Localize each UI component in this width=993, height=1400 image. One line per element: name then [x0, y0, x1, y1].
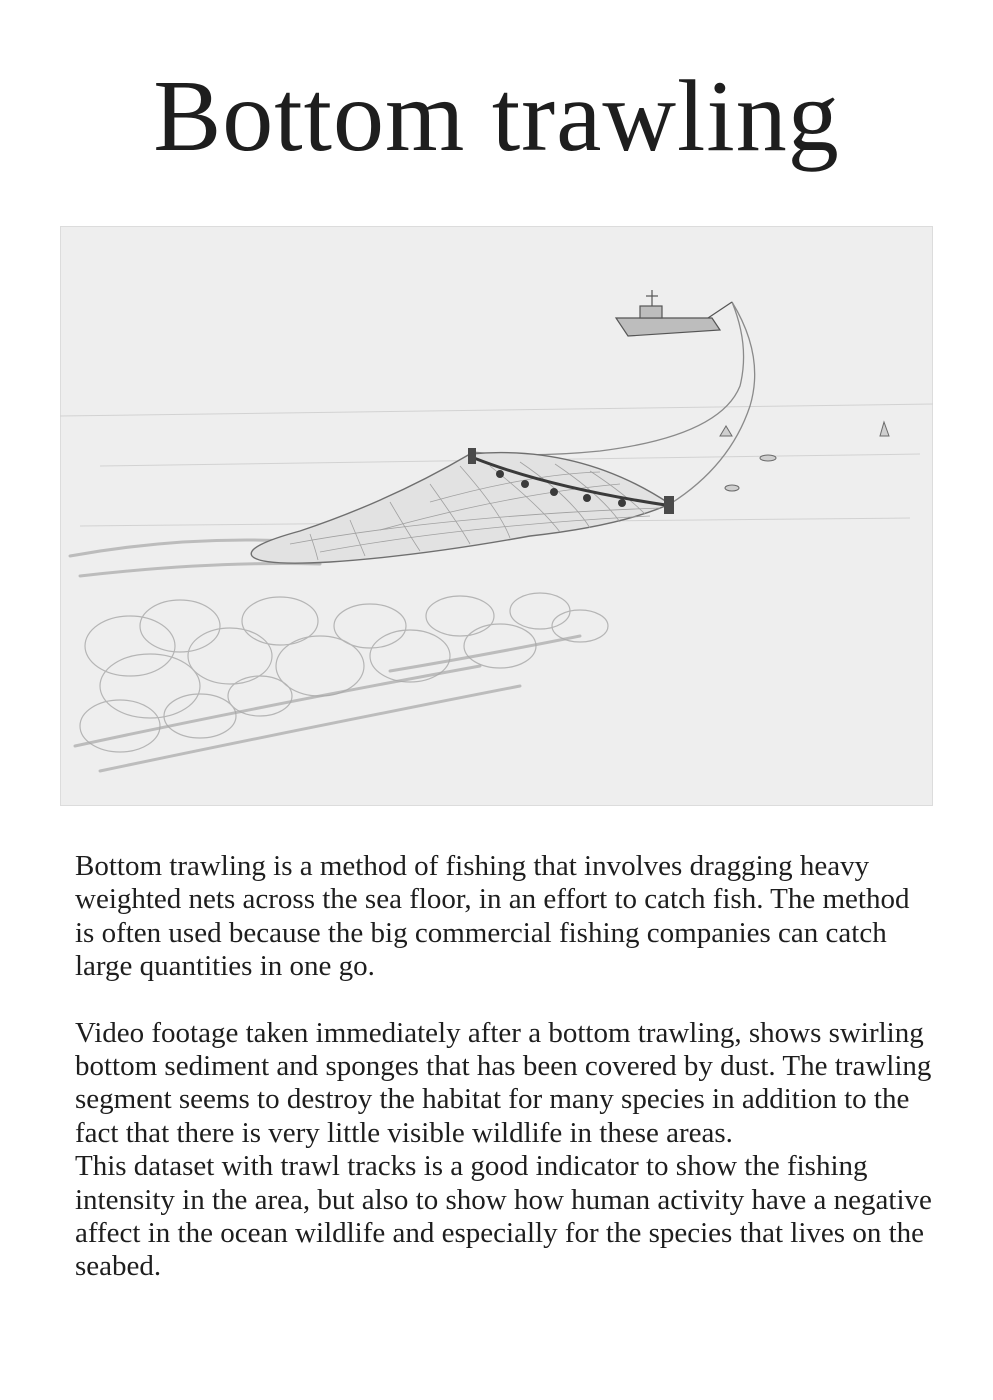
page-title: Bottom trawling: [153, 60, 840, 173]
paragraph-dataset: This dataset with trawl tracks is a good indicator to show the fishing intensity in the area, but also to show how human activity have a negative affect in the ocean wildlife and especially for the species that lives on the seabed.: [75, 1150, 932, 1283]
paragraph-method: Bottom trawling is a method of fishing that involves dragging heavy weighted nets across the sea floor, in an effort to catch fish. The method is often used because the big commercial fishing companies can catch large quantities in one go.: [75, 850, 910, 983]
sediment-streaks: [70, 540, 580, 771]
body-text: [75, 850, 935, 1284]
paragraph-footage: Video footage taken immediately after a bottom trawling, shows swirling bottom sediment and sponges that has been covered by dust. The trawling segment seems to destroy the habitat for many species in addition to the fact that there is very little visible wildlife in these areas.: [75, 1016, 932, 1149]
trawling-illustration: [60, 226, 933, 806]
trawler-boat: [616, 290, 732, 336]
